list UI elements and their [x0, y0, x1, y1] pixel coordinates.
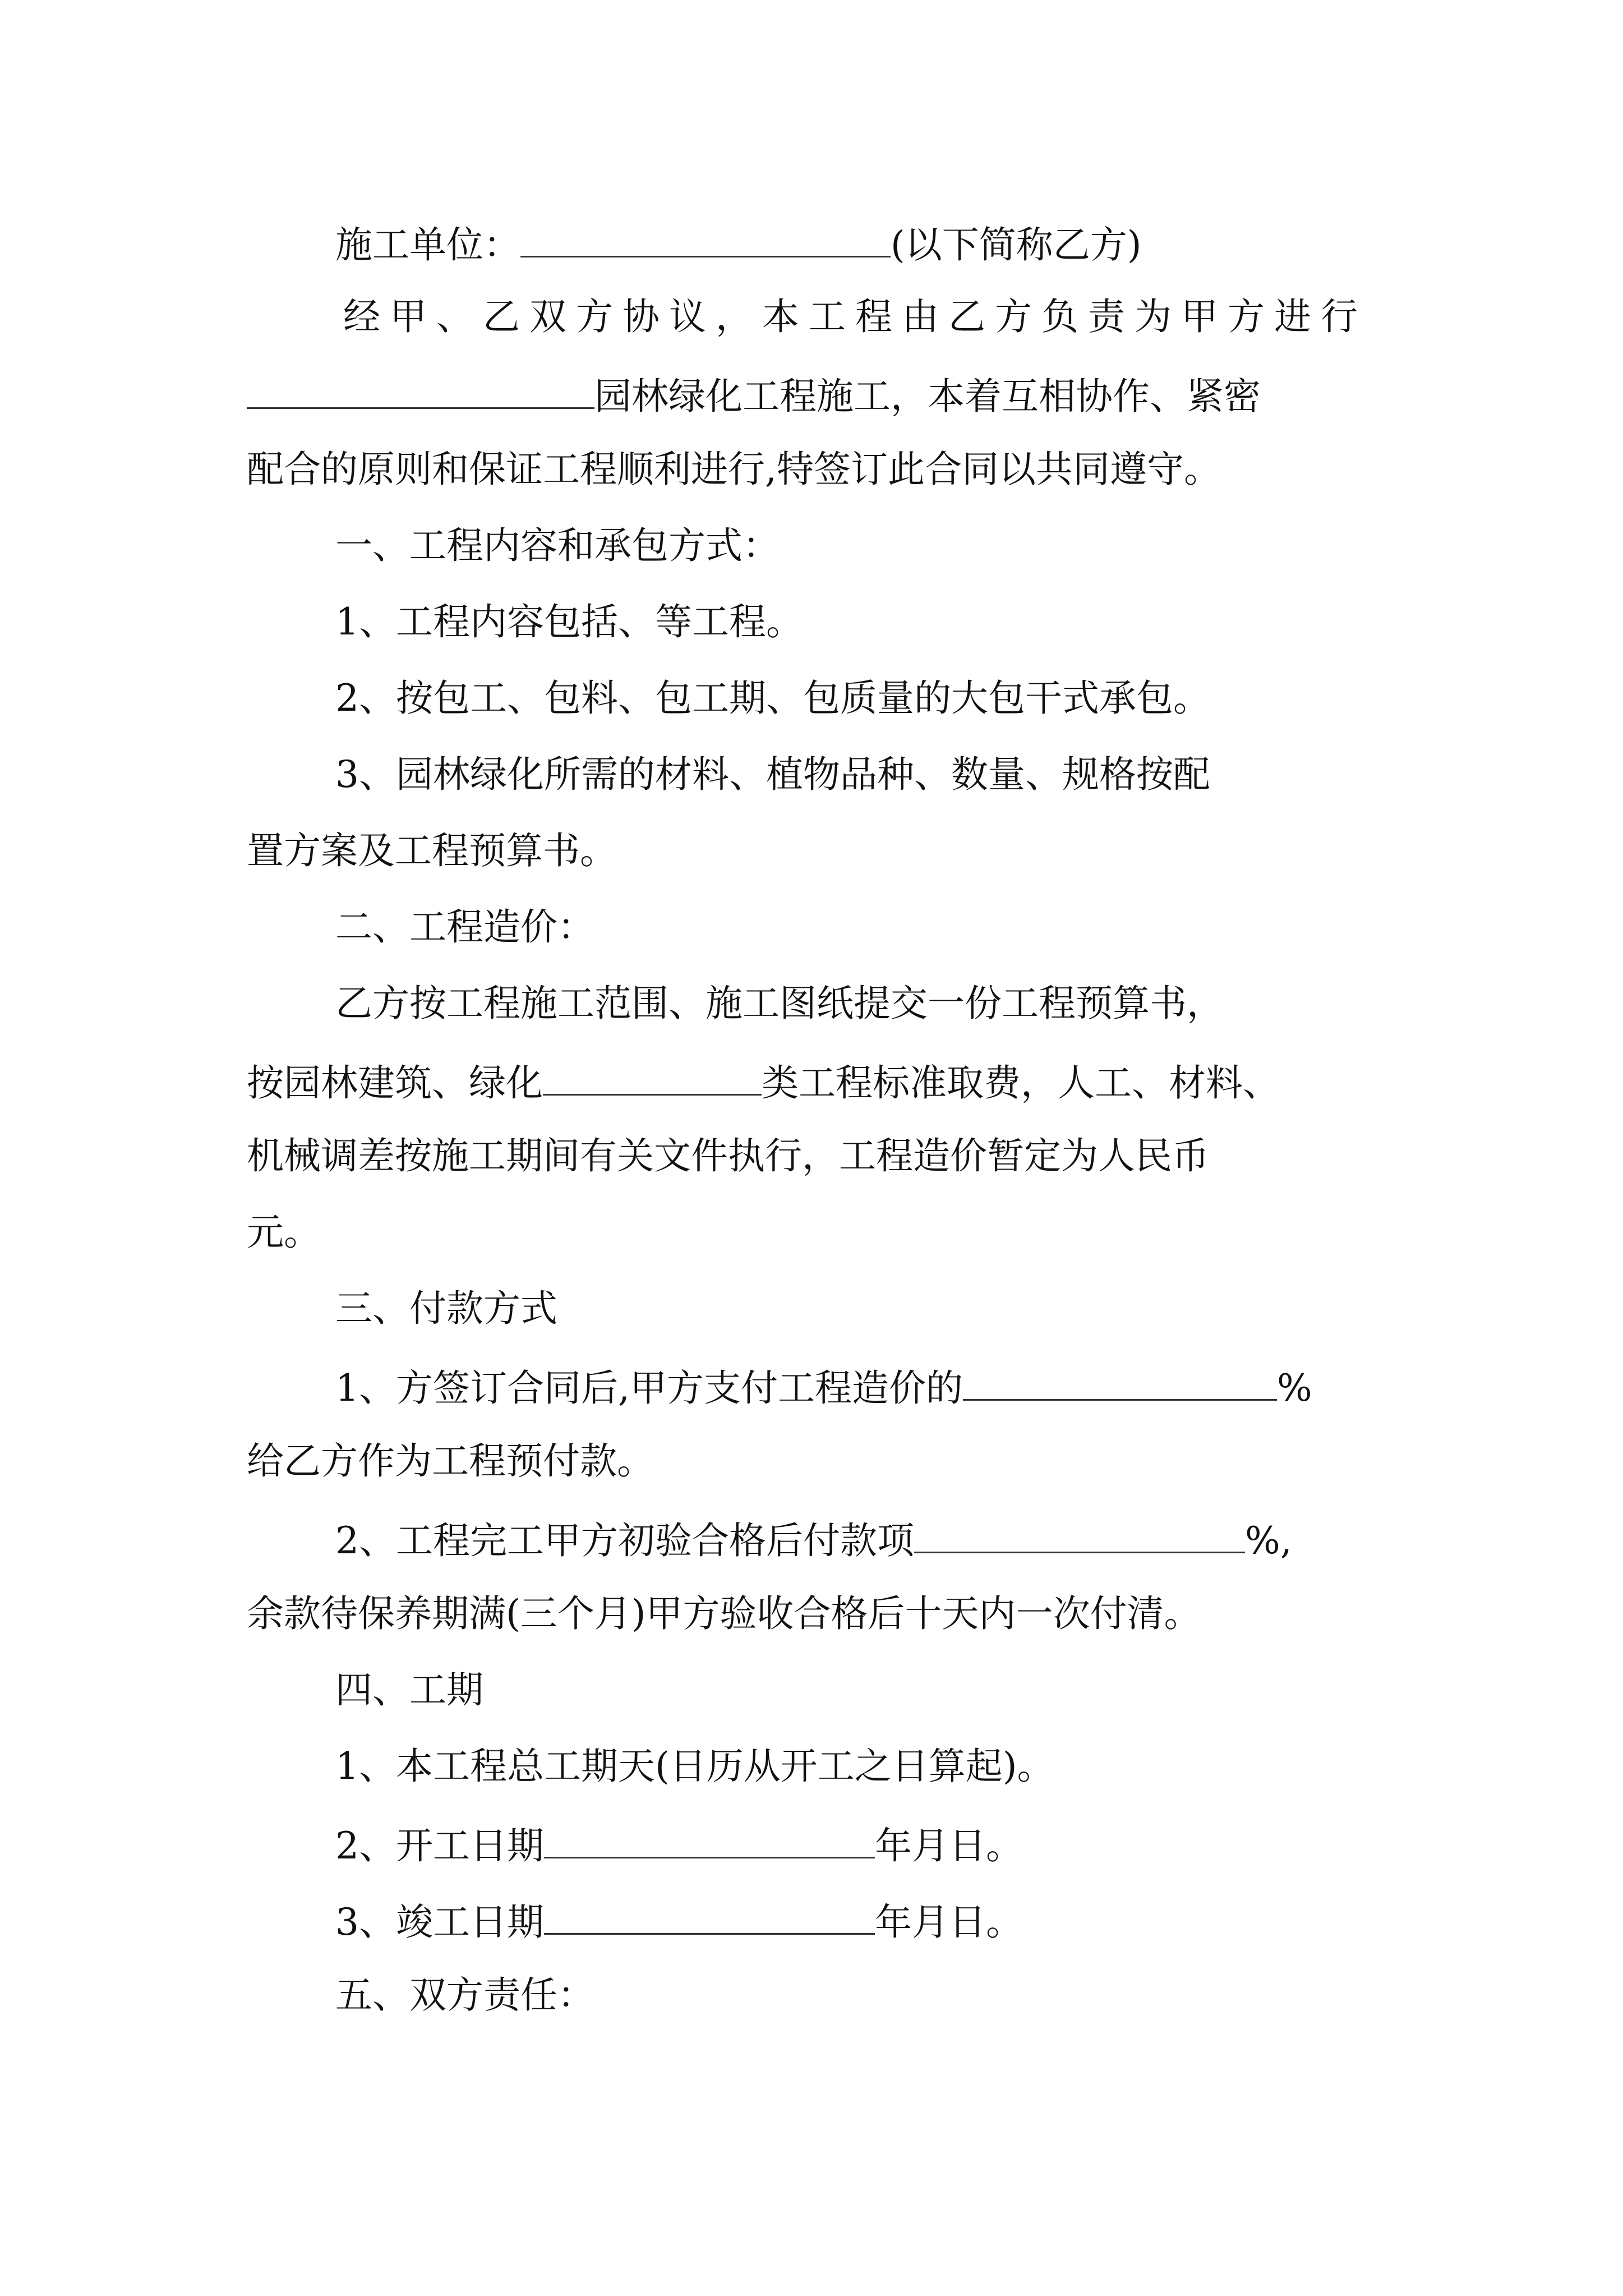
paragraph-line [247, 375, 1261, 418]
second-percent-blank [914, 1519, 1245, 1553]
payment-1a: 1、方签订合同后,甲方支付工程造价的 [335, 1366, 963, 1410]
intro-text-1: 经甲、乙双方协议，本工程由乙方负责为甲方进行 [343, 295, 1367, 338]
schedule-1: 1、本工程总工期天(日历从开工之日算起)。 [335, 1745, 1054, 1788]
contractor-blank [520, 223, 891, 257]
end-date-blank [544, 1901, 875, 1935]
paragraph-line [335, 982, 1224, 1025]
paragraph-line [247, 1061, 1280, 1105]
clause-line [247, 1439, 654, 1483]
clause-line [335, 1824, 1023, 1865]
section-5-title: 五、双方责任： [335, 1973, 594, 2017]
clause-line [335, 753, 1210, 796]
section-heading [335, 1287, 557, 1330]
percent-sign-1: % [1276, 1366, 1312, 1410]
clause-line [247, 829, 617, 872]
start-date-suffix: 年月日。 [875, 1824, 1023, 1867]
price-text-2a: 按园林建筑、绿化 [247, 1061, 543, 1105]
section-3-title: 三、付款方式 [335, 1287, 557, 1330]
paragraph-line [247, 448, 1221, 491]
payment-2b: 余款待保养期满(三个月)甲方验收合格后十天内一次付清。 [247, 1592, 1201, 1635]
clause-1-2: 2、按包工、包料、包工期、包质量的大包干式承包。 [335, 677, 1210, 720]
contractor-alias: (以下简称乙方) [891, 223, 1142, 266]
paragraph-line [247, 1211, 321, 1254]
intro-text-3: 配合的原则和保证工程顺利进行,特签订此合同以共同遵守。 [247, 448, 1221, 491]
section-heading [335, 524, 780, 567]
price-text-3: 机械调差按施工期间有关文件执行，工程造价暂定为人民币 [247, 1134, 1209, 1177]
price-text-1: 乙方按工程施工范围、施工图纸提交一份工程预算书， [335, 982, 1224, 1025]
clause-line [335, 1745, 1054, 1788]
intro-text-2: 园林绿化工程施工，本着互相协作、紧密 [594, 375, 1261, 418]
clause-line [335, 677, 1210, 720]
clause-1-3-cont: 置方案及工程预算书。 [247, 829, 617, 872]
percent-sign-2: %, [1245, 1519, 1292, 1562]
fee-class-blank [543, 1061, 762, 1096]
section-1-title: 一、工程内容和承包方式： [335, 524, 780, 567]
end-date-label: 3、竣工日期 [335, 1901, 544, 1944]
start-date-label: 2、开工日期 [335, 1824, 544, 1867]
section-4-title: 四、工期 [335, 1668, 483, 1711]
section-heading [335, 905, 594, 949]
payment-2a: 2、工程完工甲方初验合格后付款项 [335, 1519, 914, 1562]
clause-line [335, 1519, 1292, 1562]
paragraph-line [247, 1134, 1209, 1177]
clause-1-1: 1、工程内容包括、等工程。 [335, 600, 803, 643]
clause-line [247, 1592, 1201, 1635]
price-text-4: 元。 [247, 1211, 321, 1254]
section-2-title: 二、工程造价： [335, 905, 594, 949]
paragraph-line [343, 295, 1367, 338]
section-heading [335, 1668, 483, 1711]
clause-1-3: 3、园林绿化所需的材料、植物品种、数量、规格按配 [335, 753, 1210, 796]
clause-line [335, 1901, 1023, 1944]
end-date-suffix: 年月日。 [875, 1901, 1023, 1944]
price-text-2b: 类工程标准取费，人工、材料、 [762, 1061, 1280, 1105]
advance-percent-blank [963, 1366, 1277, 1401]
clause-line [335, 600, 803, 643]
section-heading [335, 1973, 594, 2017]
payment-1b: 给乙方作为工程预付款。 [247, 1439, 654, 1483]
contractor-line [335, 223, 1142, 264]
project-name-blank [247, 375, 594, 409]
contractor-label: 施工单位： [335, 223, 520, 266]
start-date-blank [544, 1824, 875, 1858]
clause-line [335, 1366, 1312, 1410]
